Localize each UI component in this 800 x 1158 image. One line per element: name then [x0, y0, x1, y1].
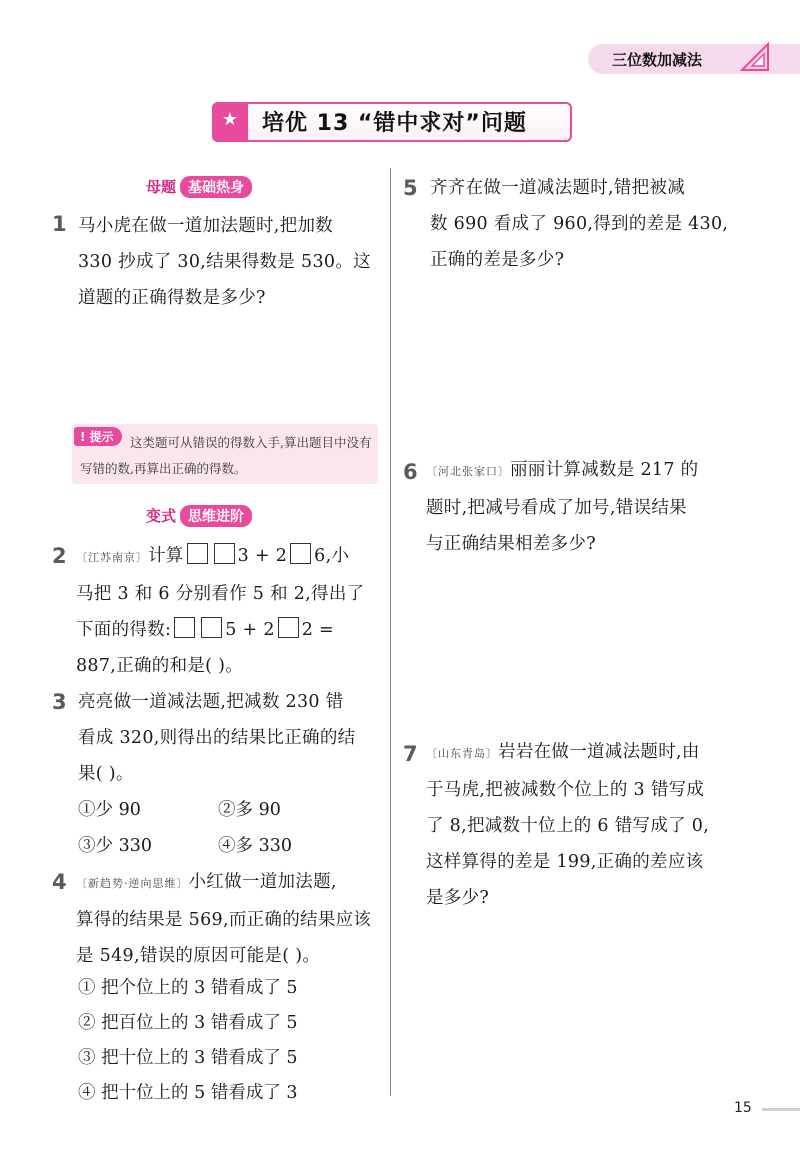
- question-number: 5: [403, 176, 418, 200]
- source-tag: 〔山东青岛〕: [426, 747, 498, 760]
- hint-label-text: 提示: [89, 430, 114, 444]
- question-line: 这样算得的差是 199,正确的差应该: [426, 852, 704, 872]
- option[interactable]: ④多 330: [218, 836, 292, 856]
- chapter-label: 三位数加减法: [612, 51, 703, 69]
- question-text: 5 + 2: [225, 620, 275, 640]
- footer-line: [762, 1108, 800, 1111]
- question-text: 6,小: [314, 546, 350, 566]
- question-line: 亮亮做一道减法题,把减数 230 错: [78, 692, 344, 712]
- option[interactable]: ③少 330: [78, 836, 152, 856]
- source-tag: 〔江苏南京〕: [76, 551, 148, 564]
- option[interactable]: ② 把百位上的 3 错看成了 5: [78, 1013, 298, 1033]
- blank-box[interactable]: [290, 543, 311, 564]
- section-header-mother: [146, 176, 252, 198]
- question-line: 马把 3 和 6 分别看作 5 和 2,得出了: [76, 584, 365, 604]
- question-line: 330 抄成了 30,结果得数是 530。这: [78, 252, 371, 272]
- question-line: 道题的正确得数是多少?: [78, 288, 266, 308]
- blank-box[interactable]: [187, 543, 208, 564]
- blank-box[interactable]: [214, 543, 235, 564]
- question-line: 了 8,把减数十位上的 6 错写成了 0,: [426, 816, 710, 836]
- hint-text: 这类题可从错误的得数入手,算出题目中没有写错的数,再算出正确的得数。: [80, 435, 372, 476]
- question-line: 是 549,错误的原因可能是( )。: [76, 946, 321, 966]
- blank-box[interactable]: [201, 617, 222, 638]
- blank-box[interactable]: [278, 617, 299, 638]
- section-main-label: 变式: [146, 507, 177, 525]
- option[interactable]: ③ 把十位上的 3 错看成了 5: [78, 1048, 298, 1068]
- hint-label: [74, 427, 122, 446]
- source-tag: 〔河北张家口〕: [426, 465, 510, 478]
- question-text: 计算: [148, 546, 184, 566]
- question-text: 丽丽计算减数是 217 的: [510, 460, 699, 480]
- question-number: 1: [52, 212, 67, 236]
- section-sub-label: 基础热身: [180, 176, 252, 198]
- question-text: 3 + 2: [237, 546, 288, 566]
- question-6-text: [426, 452, 741, 562]
- question-1-text: [78, 208, 382, 316]
- question-text: 2 =: [301, 620, 335, 640]
- question-text: 下面的得数:: [76, 620, 172, 640]
- blank-box[interactable]: [174, 617, 195, 638]
- question-line: 正确的差是多少?: [430, 250, 565, 270]
- question-number: 2: [52, 544, 67, 568]
- section-main-label: 母题: [146, 178, 177, 196]
- question-line: 是多少?: [426, 888, 490, 908]
- star-icon: ★: [212, 102, 248, 142]
- ruler-triangle-icon: [738, 40, 772, 74]
- question-line: 算得的结果是 569,而正确的结果应该: [76, 910, 372, 930]
- exclamation-icon: !: [80, 430, 90, 444]
- question-text: 小红做一道加法题,: [188, 872, 337, 892]
- question-number: 3: [52, 690, 67, 714]
- question-3-text: [78, 684, 382, 792]
- question-number: 4: [52, 870, 67, 894]
- question-7-text: [426, 734, 741, 916]
- question-line: 马小虎在做一道加法题时,把加数: [78, 216, 334, 236]
- question-line: 与正确结果相差多少?: [426, 534, 596, 554]
- section-sub-label: 思维进阶: [180, 505, 252, 527]
- option[interactable]: ①少 90: [78, 800, 141, 820]
- question-4-text: [76, 864, 380, 974]
- question-number: 7: [403, 742, 418, 766]
- section-header-variant: [146, 505, 252, 527]
- question-2-text: [76, 538, 380, 684]
- question-line: 于马虎,把被减数个位上的 3 错写成: [426, 780, 705, 800]
- question-number: 6: [403, 460, 418, 484]
- page-number: 15: [734, 1100, 752, 1116]
- question-line: 齐齐在做一道减法题时,错把被减: [430, 178, 686, 198]
- option[interactable]: ① 把个位上的 3 错看成了 5: [78, 978, 298, 998]
- question-line: 果( )。: [78, 764, 134, 784]
- source-tag: 〔新趋势·逆向思维〕: [76, 877, 189, 890]
- option[interactable]: ②多 90: [218, 800, 281, 820]
- page-title: 培优 13 “错中求对”问题: [262, 111, 527, 136]
- question-line: 数 690 看成了 960,得到的差是 430,: [430, 214, 729, 234]
- question-line: 看成 320,则得出的结果比正确的结: [78, 728, 356, 748]
- question-text: 岩岩在做一道减法题时,由: [498, 742, 700, 762]
- option[interactable]: ④ 把十位上的 5 错看成了 3: [78, 1083, 298, 1103]
- question-5-text: [430, 170, 745, 278]
- column-divider: [390, 168, 391, 1096]
- question-line: 题时,把减号看成了加号,错误结果: [426, 498, 687, 518]
- question-line: 887,正确的和是( )。: [76, 656, 244, 676]
